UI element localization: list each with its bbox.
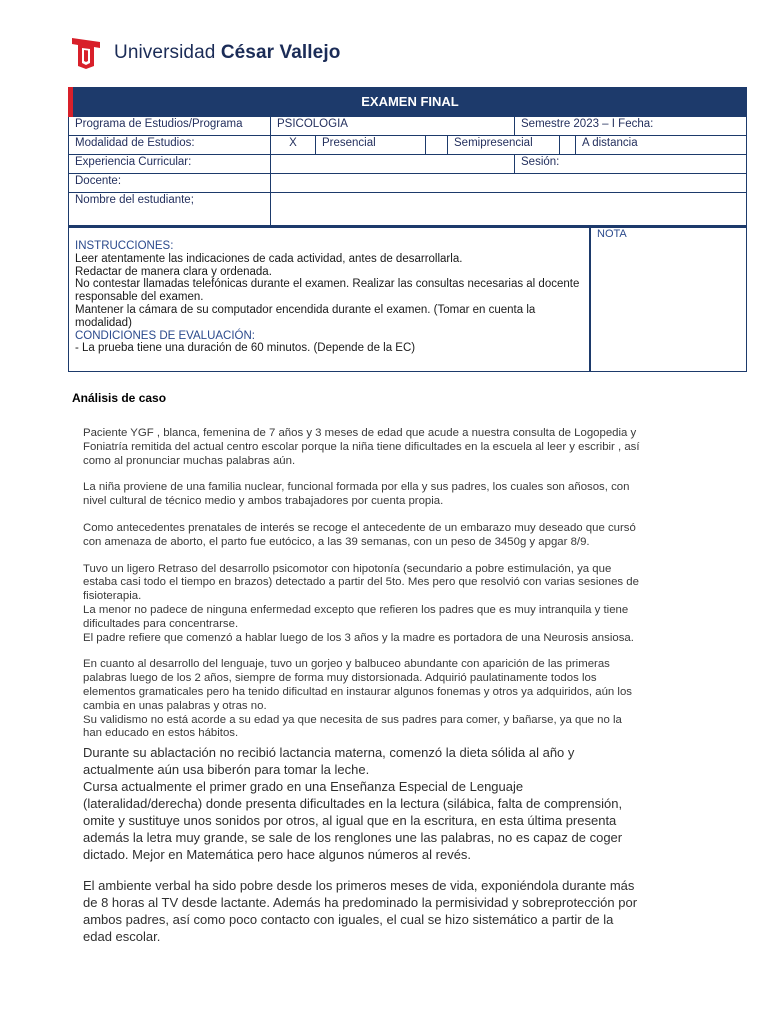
instruction-line: Leer atentamente las indicaciones de cada actividad, antes de desarrollarla. [75,252,463,265]
conditions-heading: CONDICIONES DE EVALUACIÓN: [75,329,255,342]
semestre-field[interactable]: Semestre 2023 – I Fecha: [514,117,746,135]
instruction-line: No contestar llamadas telefónicas durante el examen. Realizar las consultas necesarias al docente responsable del examen. [75,278,580,304]
programa-row [68,117,747,136]
case-paragraph: La niña proviene de una familia nuclear, funcional formada por ella y sus padres, los cuales son añosos, con nivel cultural de técnico medio y ambos trabajadores por cuenta propia. [83,481,630,508]
university-logo [70,36,340,70]
case-text-part-a [83,427,643,754]
case-title: Análisis de caso [72,391,167,405]
case-text-part-b [83,744,643,959]
case-paragraph: En cuanto al desarrollo del lenguaje, tuvo un gorjeo y balbuceo abundante con aparición de las primeras palabras luego de los 2 años, siempre de forma muy distorsionada. Adquirió paulatinamente todos los elementos gramaticales pero ha tenido dificultad en instaurar algunos fonemas y otros ya adquiridos, aún los cambia en unas palabras y otras no. Su validismo no está acorde a su edad ya que necesita de sus padres para comer, y bañarse, ya que no la han educado en estos hábitos. [83,658,632,740]
docente-field[interactable] [270,174,746,192]
experiencia-label: Experiencia Curricular: [75,156,192,168]
a-distancia-mark[interactable] [559,136,575,154]
instruction-line: Redactar de manera clara y ordenada. [75,265,272,278]
programa-value: PSICOLOGIA [270,117,514,135]
case-paragraph: Durante su ablactación no recibió lactancia materna, comenzó la dieta sólida al año y actualmente aún usa biberón para tomar la leche. Cursa actualmente el primer grado en una Enseñanza Especial de Lenguaje (lateralidad/derecha) donde presenta dificultades en la lectura (silábica, falta de comprensión, omite y sustituye unos sonidos por otros, al igual que en la escritura, en esta última presenta además la letra muy grande, se sale de los renglones une las palabras, no es capaz de coger dictado. Mejor en Matemática pero hace algunos números al revés. [83,745,623,862]
nota-label: NOTA [597,228,627,240]
case-paragraph: Paciente YGF , blanca, femenina de 7 años y 3 meses de edad que acude a nuestra consulta de Logopedia y Foniatría remitida del actual centro escolar porque la niña tiene dificultades en la escuela al leer y escribir , así como al pronunciar muchas palabras aún. [83,427,640,467]
a-distancia-option: A distancia [575,136,746,154]
estudiante-row [68,193,747,226]
experiencia-field[interactable] [270,155,514,173]
presencial-option: Presencial [315,136,425,154]
conditions-line: - La prueba tiene una duración de 60 minutos. (Depende de la EC) [75,342,416,355]
semipresencial-mark[interactable] [425,136,447,154]
modalidad-label: Modalidad de Estudios: [75,137,195,149]
experiencia-row [68,155,747,174]
exam-header-form [68,87,747,372]
sesion-field[interactable]: Sesión: [514,155,746,173]
instructions-text [75,240,580,355]
case-paragraph: El ambiente verbal ha sido pobre desde los primeros meses de vida, exponiéndola durante más de 8 horas al TV desde lactante. Además ha predominado la permisividad y sobreprotección por ambos padres, así como poco contacto con iguales, el cual se hizo sistemático a partir de la edad escolar. [83,878,638,944]
docente-row [68,174,747,193]
programa-label: Programa de Estudios/Programa [75,118,243,130]
exam-title: EXAMEN FINAL [68,87,747,117]
estudiante-field[interactable] [270,193,746,225]
modalidad-row [68,136,747,155]
case-paragraph: Tuvo un ligero Retraso del desarrollo psicomotor con hipotonía (secundario a pobre estimulación, ya que estaba casi todo el tiempo en brazos) detectado a partir del 5to. Mes pero que resolvió con varias sesiones de fisioterapia. La menor no padece de ninguna enfermedad excepto que refieren los padres que es muy intranquila y tiene dificultades para concentrarse. El padre refiere que comenzó a hablar luego de los 3 años y la madre es portadora de una Neurosis ansiosa. [83,562,639,644]
ucv-shield-icon [70,36,102,70]
semipresencial-option: Semipresencial [447,136,559,154]
docente-label: Docente: [75,175,122,187]
presencial-mark[interactable]: X [270,136,315,154]
estudiante-label: Nombre del estudiante; [75,194,194,206]
nota-box[interactable] [589,228,748,371]
instructions-heading: INSTRUCCIONES: [75,240,174,252]
university-name: Universidad César Vallejo [114,42,341,63]
instructions-box [68,226,747,372]
instruction-line: Mantener la cámara de su computador encendida durante el examen. (Tomar en cuenta la modalidad) [75,303,536,329]
case-paragraph: Como antecedentes prenatales de interés se recoge el antecedente de un embarazo muy deseado que cursó con amenaza de aborto, el parto fue eutócico, a las 39 semanas, con un peso de 3450g y apgar 8/9. [83,521,636,548]
